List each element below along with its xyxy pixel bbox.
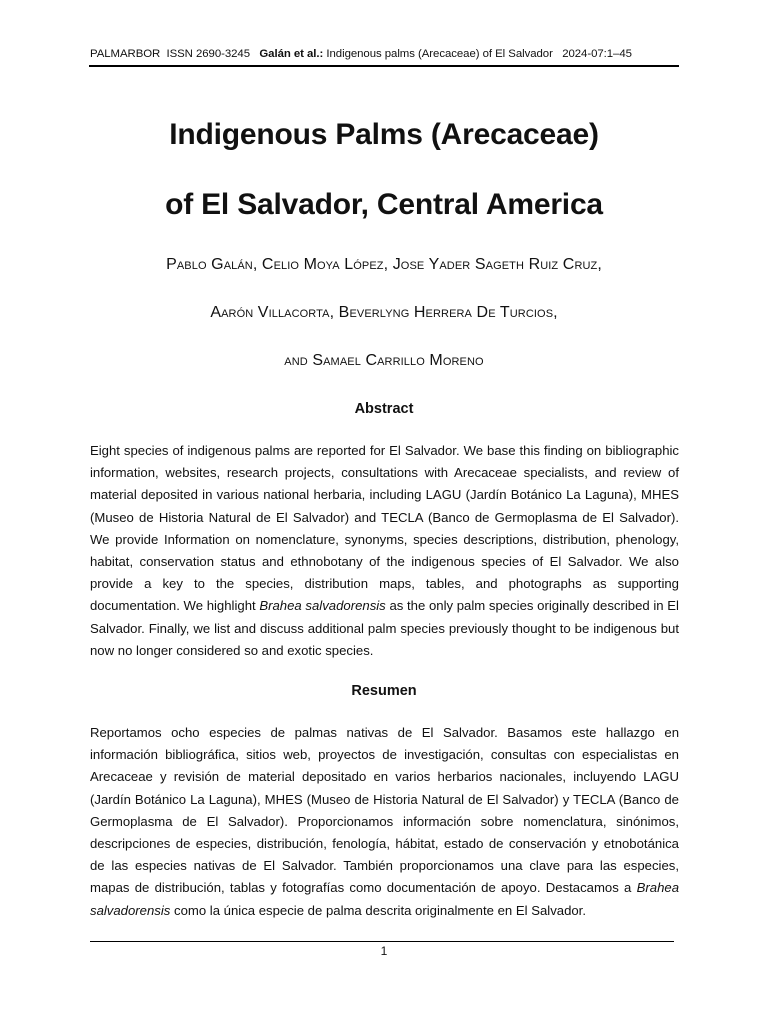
resumen-paragraph (90, 722, 679, 922)
page-number: 1 (380, 944, 388, 958)
running-header (90, 48, 679, 60)
paper-title-line-1: Indigenous Palms (Arecaceae) (169, 118, 599, 151)
resumen-text-part-1: Reportamos ocho especies de palmas nativas de El Salvador. Basamos este hallazgo en información bibliográfica, sitios web, proyectos de investigación, consultas con especialistas en Arecaceae y revisión de material depositado en varios herbarios nacionales, incluyendo LAGU (Jardín Botánico La Laguna), MHES (Museo de Historia Natural de El Salvador) y TECLA (Banco de Germoplasma de El Salvador). Proporcionamos información sobre nomenclatura, sinónimos, descripciones de especies, distribución, fenología, hábitat, estado de conservación y etnobotánica de las especies nativas de El Salvador. También proporcionamos una clave para las especies, mapas de distribución, tablas y fotografías como documentación de apoyo. Destacamos a (90, 725, 679, 896)
header-authors: Galán et al.: (259, 48, 324, 60)
abstract-text-part-1: Eight species of indigenous palms are reported for El Salvador. We base this finding on bibliographic information, websites, research projects, consultations with Arecaceae specialists, and review of material deposited in various national herbaria, including LAGU (Jardín Botánico La Laguna), MHES (Museo de Historia Natural de El Salvador) and TECLA (Banco de Germoplasma de El Salvador). We provide Information on nomenclature, synonyms, species descriptions, distribution, phenology, habitat, conservation status and ethnobotany of the indigenous species of El Salvador. We also provide a key to the species, distribution maps, tables, and photographs as supporting documentation. We highlight (90, 443, 679, 614)
header-rule (89, 65, 679, 67)
paper-title-line-2: of El Salvador, Central America (165, 188, 603, 221)
resumen-text-part-2: como la única especie de palma descrita originalmente en El Salvador. (174, 902, 586, 918)
abstract-species-name: Brahea salvadorensis (259, 598, 386, 614)
header-citation: 2024-07:1–45 (562, 48, 632, 60)
footnote-rule (90, 941, 674, 942)
authors-line-1: Pablo Galán, Celio Moya López, Jose Yader Sageth Ruiz Cruz, (166, 256, 602, 273)
authors-line-2: Aarón Villacorta, Beverlyng Herrera De Turcios, (210, 304, 558, 321)
authors-line-3: and Samael Carrillo Moreno (284, 352, 484, 369)
journal-name: PALMARBOR (90, 48, 161, 60)
header-running-title: Indigenous palms (Arecaceae) of El Salvador (326, 48, 553, 60)
resumen-species-name: Brahea salvadorensis (90, 880, 679, 918)
abstract-heading: Abstract (354, 401, 414, 417)
abstract-paragraph (90, 440, 679, 662)
abstract-text-part-2: as the only palm species originally described in El Salvador. Finally, we list and discuss additional palm species previously thought to be indigenous but now no longer considered so and exotic species. (90, 598, 679, 658)
journal-issn: ISSN 2690-3245 (166, 48, 250, 60)
resumen-heading: Resumen (351, 683, 417, 699)
